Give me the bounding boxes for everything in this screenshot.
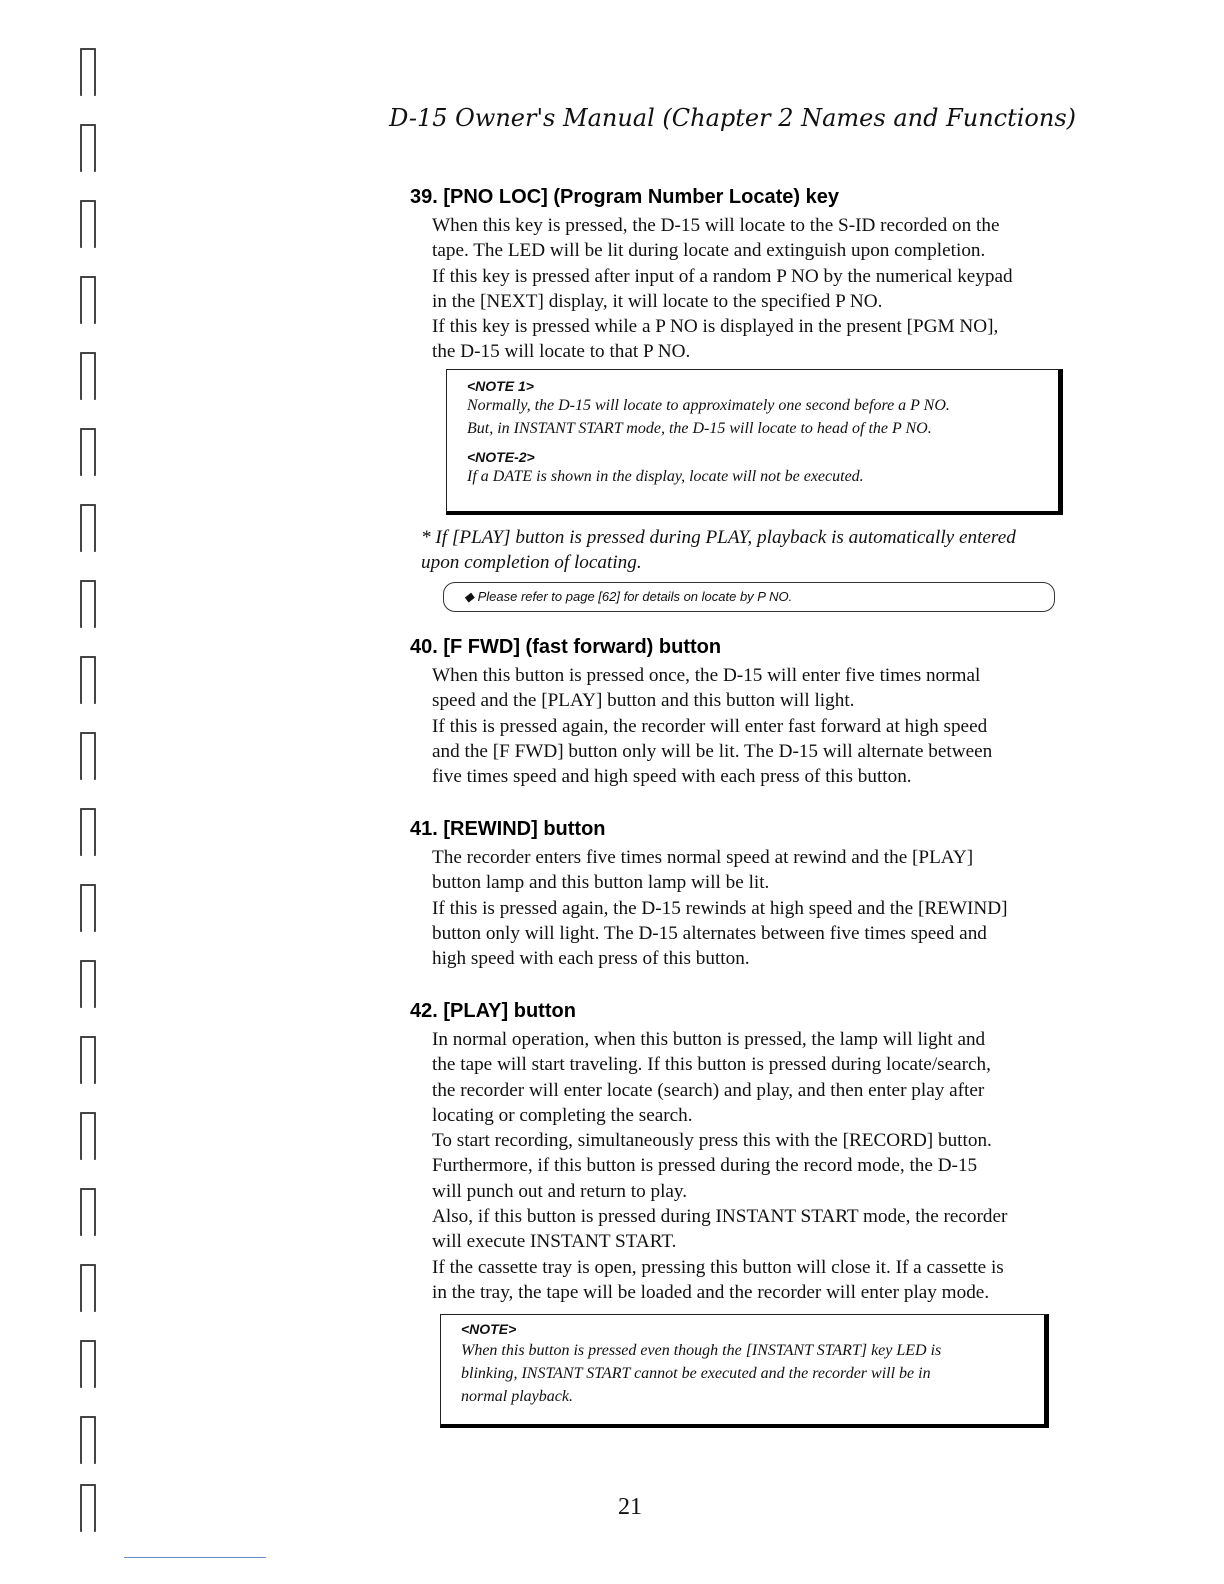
note-label: <NOTE> bbox=[461, 1321, 517, 1337]
page-number: 21 bbox=[618, 1494, 642, 1520]
binder-mark bbox=[80, 276, 96, 324]
page-reference: ◆ Please refer to page [62] for details on locate by P NO. bbox=[443, 582, 1055, 612]
note-line: If a DATE is shown in the display, locate will not be executed. bbox=[467, 468, 864, 485]
body-line: To start recording, simultaneously press this with the [RECORD] button. bbox=[432, 1130, 992, 1152]
body-line: the tape will start traveling. If this button is pressed during locate/search, bbox=[432, 1054, 991, 1076]
note-box-play bbox=[440, 1314, 1049, 1428]
body-line: Furthermore, if this button is pressed during the record mode, the D-15 bbox=[432, 1155, 978, 1177]
section-heading: 42. [PLAY] button bbox=[410, 1000, 576, 1022]
note-line: blinking, INSTANT START cannot be executed and the recorder will be in bbox=[461, 1365, 931, 1382]
body-line: and the [F FWD] button only will be lit. The D-15 will alternate between bbox=[432, 740, 993, 762]
bottom-rule bbox=[124, 1557, 266, 1558]
page-header: D-15 Owner's Manual (Chapter 2 Names and Functions) bbox=[389, 104, 1076, 132]
binder-mark bbox=[80, 656, 96, 704]
note-box-locate bbox=[446, 369, 1063, 515]
note-line: But, in INSTANT START mode, the D-15 will locate to head of the P NO. bbox=[467, 420, 932, 437]
body-line: tape. The LED will be lit during locate and extinguish upon completion. bbox=[432, 240, 986, 262]
binder-mark bbox=[80, 1188, 96, 1236]
binder-mark bbox=[80, 960, 96, 1008]
section-heading: 39. [PNO LOC] (Program Number Locate) key bbox=[410, 186, 839, 208]
section-heading: 40. [F FWD] (fast forward) button bbox=[410, 636, 722, 658]
note-line: Normally, the D-15 will locate to approximately one second before a P NO. bbox=[467, 397, 950, 414]
binder-mark bbox=[80, 48, 96, 96]
section-40 bbox=[410, 636, 1076, 789]
body-line: button lamp and this button lamp will be lit. bbox=[432, 872, 770, 894]
note-line: normal playback. bbox=[461, 1388, 573, 1405]
section-heading: 41. [REWIND] button bbox=[410, 818, 606, 840]
body-line: If this key is pressed while a P NO is displayed in the present [PGM NO], bbox=[432, 316, 999, 338]
body-line: button only will light. The D-15 alternates between five times speed and bbox=[432, 922, 987, 944]
body-line: If this key is pressed after input of a random P NO by the numerical keypad bbox=[432, 265, 1013, 287]
body-line: When this key is pressed, the D-15 will locate to the S-ID recorded on the bbox=[432, 215, 1000, 236]
section-42 bbox=[410, 1000, 1076, 1305]
binder-mark bbox=[80, 1036, 96, 1084]
binder-mark bbox=[80, 1112, 96, 1160]
binder-mark bbox=[80, 1416, 96, 1464]
section-body bbox=[432, 1027, 1076, 1305]
binder-mark bbox=[80, 732, 96, 780]
note-label: <NOTE 1> bbox=[467, 378, 534, 394]
binder-mark bbox=[80, 884, 96, 932]
body-line: If the cassette tray is open, pressing this button will close it. If a cassette is bbox=[432, 1256, 1004, 1278]
body-line: in the tray, the tape will be loaded and the recorder will enter play mode. bbox=[432, 1281, 990, 1303]
binder-mark bbox=[80, 1340, 96, 1388]
body-line: five times speed and high speed with each press of this button. bbox=[432, 766, 912, 788]
body-line: in the [NEXT] display, it will locate to the specified P NO. bbox=[432, 290, 883, 312]
body-line: the recorder will enter locate (search) and play, and then enter play after bbox=[432, 1079, 985, 1101]
binder-mark bbox=[80, 352, 96, 400]
body-line: locating or completing the search. bbox=[432, 1104, 693, 1126]
section-body bbox=[432, 213, 1076, 365]
binder-mark bbox=[80, 200, 96, 248]
play-during-locate-note: upon completion of locating. bbox=[421, 552, 642, 573]
body-line: will execute INSTANT START. bbox=[432, 1231, 677, 1253]
body-line: will punch out and return to play. bbox=[432, 1180, 688, 1202]
section-41 bbox=[410, 818, 1076, 971]
binder-mark bbox=[80, 580, 96, 628]
binder-mark bbox=[80, 1264, 96, 1312]
body-line: When this button is pressed once, the D-15 will enter five times normal bbox=[432, 665, 981, 686]
body-line: If this is pressed again, the D-15 rewinds at high speed and the [REWIND] bbox=[432, 897, 1008, 919]
body-line: Also, if this button is pressed during INSTANT START mode, the recorder bbox=[432, 1206, 1008, 1228]
section-body bbox=[432, 663, 1076, 789]
body-line: high speed with each press of this button. bbox=[432, 948, 750, 970]
body-line: the D-15 will locate to that P NO. bbox=[432, 341, 691, 363]
note-line: When this button is pressed even though the [INSTANT START] key LED is bbox=[461, 1342, 942, 1359]
section-body bbox=[432, 845, 1076, 971]
binder-mark bbox=[80, 504, 96, 552]
body-line: If this is pressed again, the recorder will enter fast forward at high speed bbox=[432, 715, 988, 737]
section-39 bbox=[410, 186, 1076, 365]
binder-mark bbox=[80, 428, 96, 476]
play-during-locate-note: * If [PLAY] button is pressed during PLAY, playback is automatically entered bbox=[421, 527, 1016, 548]
body-line: speed and the [PLAY] button and this button will light. bbox=[432, 690, 855, 712]
binder-mark bbox=[80, 808, 96, 856]
body-line: In normal operation, when this button is pressed, the lamp will light and bbox=[432, 1029, 986, 1050]
body-line: The recorder enters five times normal speed at rewind and the [PLAY] bbox=[432, 847, 974, 868]
note-label: <NOTE-2> bbox=[467, 449, 535, 465]
